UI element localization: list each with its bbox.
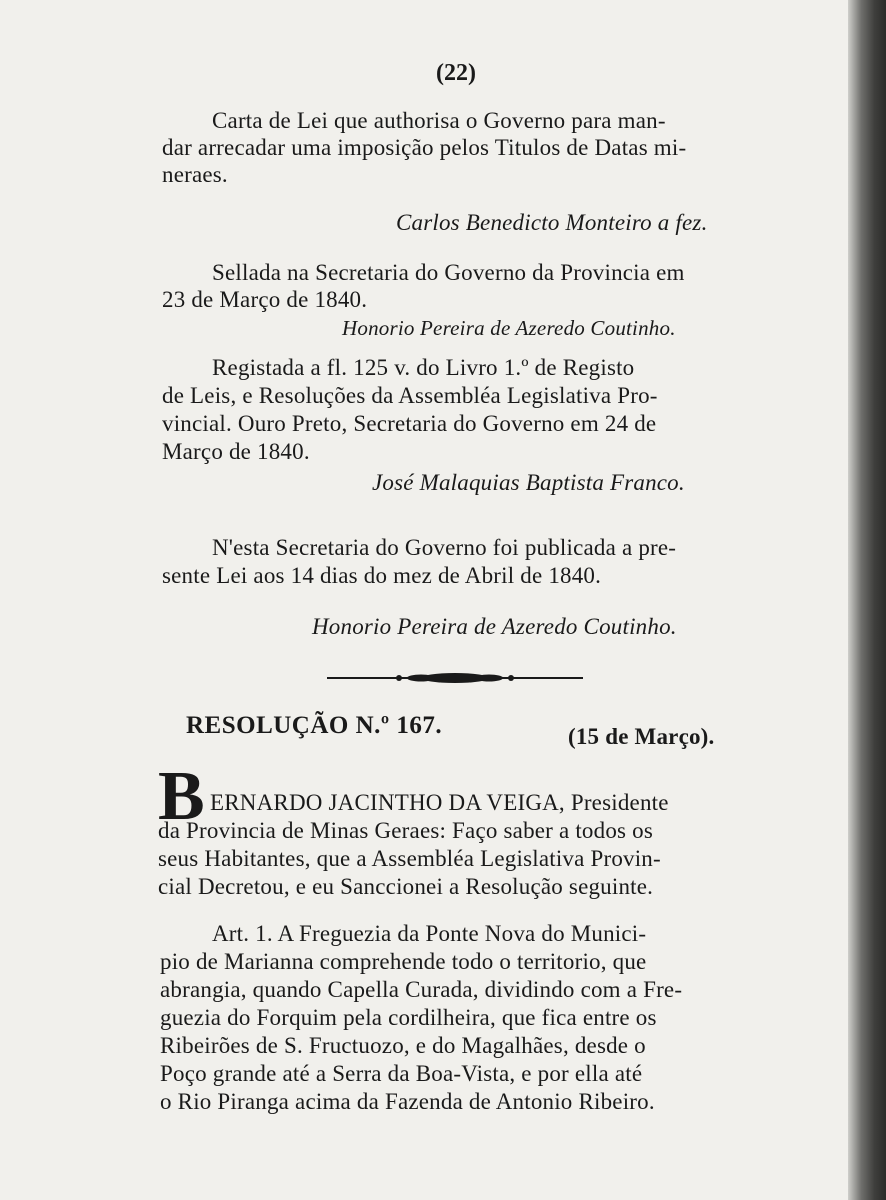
sellada-line-1: Sellada na Secretaria do Governo da Provincia em — [212, 260, 685, 285]
resolution-date: (15 de Março). — [568, 724, 715, 749]
carta-line-2: dar arrecadar uma imposição pelos Titulos de Datas mi- — [162, 135, 687, 160]
carta-line-3: neraes. — [162, 162, 228, 187]
ornament-divider — [325, 668, 585, 688]
signature-jose: José Malaquias Baptista Franco. — [372, 470, 685, 495]
article-line-1: Art. 1. A Freguezia da Ponte Nova do Munici- — [212, 921, 647, 946]
signature-honorio-2: Honorio Pereira de Azeredo Coutinho. — [312, 614, 677, 639]
signature-honorio-1: Honorio Pereira de Azeredo Coutinho. — [342, 316, 676, 340]
preamble-line-2: da Provincia de Minas Geraes: Faço saber a todos os — [158, 818, 653, 843]
registada-line-3: vincial. Ouro Preto, Secretaria do Governo em 24 de — [162, 411, 657, 436]
page-number: (22) — [436, 60, 476, 86]
preamble-line-3: seus Habitantes, que a Assembléa Legislativa Provin- — [158, 846, 661, 871]
registada-line-2: de Leis, e Resoluções da Assembléa Legislativa Pro- — [162, 383, 658, 408]
preamble-line-4: cial Decretou, e eu Sanccionei a Resolução seguinte. — [158, 874, 654, 899]
page-edge-shadow — [848, 0, 886, 1200]
nesta-line-1: N'esta Secretaria do Governo foi publicada a pre- — [212, 535, 677, 560]
carta-line-1: Carta de Lei que authorisa o Governo para man- — [212, 108, 666, 133]
article-line-4: guezia do Forquim pela cordilheira, que fica entre os — [160, 1005, 657, 1030]
sellada-line-2: 23 de Março de 1840. — [162, 287, 368, 312]
article-line-2: pio de Marianna comprehende todo o territorio, que — [160, 949, 647, 974]
article-line-3: abrangia, quando Capella Curada, dividindo com a Fre- — [160, 977, 683, 1002]
resolution-title: RESOLUÇÃO N.º 167. — [186, 712, 443, 739]
nesta-line-2: sente Lei aos 14 dias do mez de Abril de 1840. — [162, 563, 602, 588]
article-line-7: o Rio Piranga acima da Fazenda de Antonio Ribeiro. — [160, 1089, 655, 1114]
registada-line-4: Março de 1840. — [162, 439, 310, 464]
article-line-6: Poço grande até a Serra da Boa-Vista, e por ella até — [160, 1061, 643, 1086]
preamble-line-1: ERNARDO JACINTHO DA VEIGA, Presidente — [210, 790, 669, 815]
drop-cap-letter: B — [158, 758, 205, 835]
article-line-5: Ribeirões de S. Fructuozo, e do Magalhães, desde o — [160, 1033, 646, 1058]
registada-line-1: Registada a fl. 125 v. do Livro 1.º de Registo — [212, 355, 635, 380]
signature-carlos: Carlos Benedicto Monteiro a fez. — [396, 210, 708, 235]
